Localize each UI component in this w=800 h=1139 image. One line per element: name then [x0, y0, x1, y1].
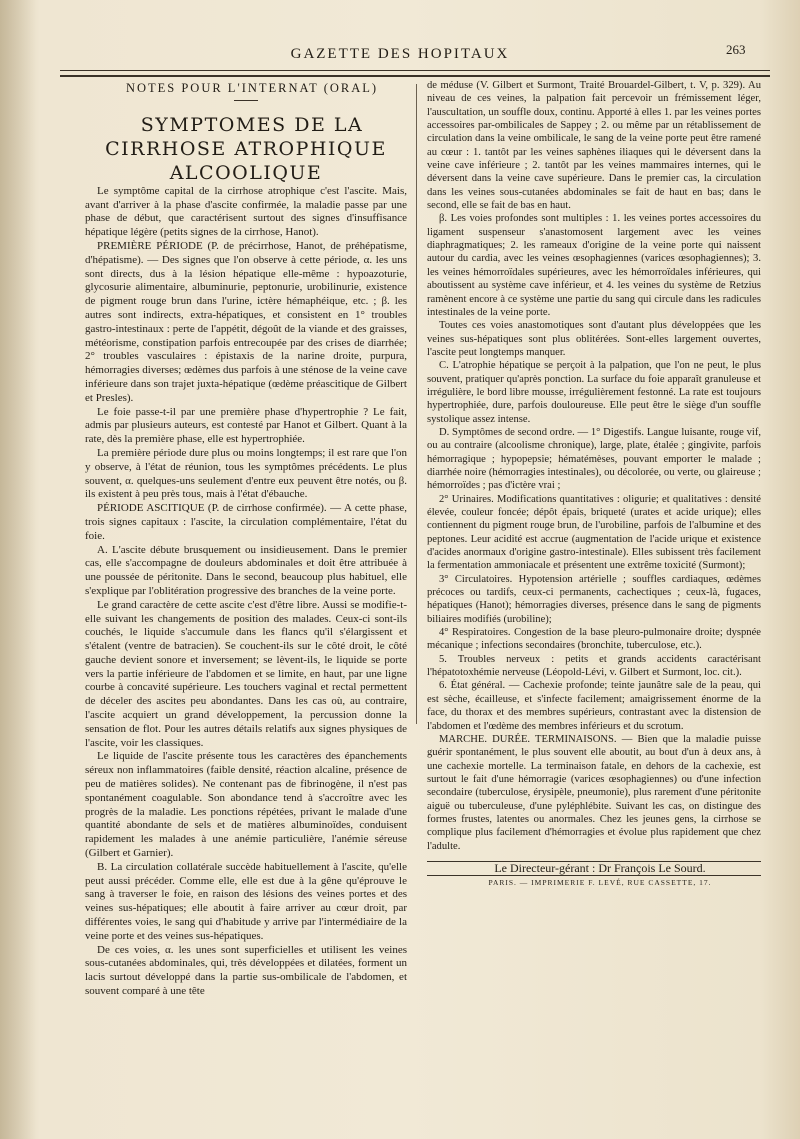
paragraph: De ces voies, α. les unes sont superficielles et utilisent les veines sous-cutanées abdominales, qui, très développées et dilatées, forment un lacis surtout développé dans la partie sus-ombilicale de l'abdomen, et souvent comparé à une tête: [85, 943, 407, 998]
running-head: GAZETTE DES HOPITAUX: [290, 46, 510, 62]
paragraph: Toutes ces voies anastomotiques sont d'autant plus développées que les veines sus-hépatiques sont plus oblitérées. Sont-elles largement ouvertes, l'ascite peut longtemps manquer.: [427, 320, 761, 358]
paragraph: MARCHE. DURÉE. TERMINAISONS. — Bien que la maladie puisse guérir spontanément, le plus souvent elle aboutit, au bout d'un à deux ans, à une cachexie mortelle. La terminaison fatale, en dehors de la cachexie, est surtout le fait d'une hémorragie (varices œsophagiennes) ou d'une infection secondaire (tuberculose, érysipèle, pneumonie), plus rarement d'une péritonite aiguë ou tuberculeuse, d'une pyléphlébite. Suivant les cas, on distingue des formes frustes, latentes ou anormales. Chez les jeunes gens, la cirrhose se complique plus facilement d'hémorragies et évolue plus rapidement que chez l'adulte.: [427, 733, 761, 852]
column-divider: [416, 84, 417, 724]
paragraph: 4° Respiratoires. Congestion de la base pleuro-pulmonaire droite; dyspnée mécanique ; infections secondaires (bronchite, tuberculose, etc.).: [427, 627, 761, 652]
paragraph: 2° Urinaires. Modifications quantitatives : oligurie; et qualitatives : densité élevée, couleur foncée; dépôt épais, briqueté (urates et acide urique); elles contiennent du pigment rouge brun, de l'urobiline, parfois de l'albumine et des peptones. Leur acidité est accrue (augmentation de l'acide urique et existence d'acides anormaux d'origine gastro-intestinale). Elles subissent très facilement la fermentation ammoniacale et présentent une extrême toxicité (Surmont);: [427, 493, 761, 572]
paragraph: La première période dure plus ou moins longtemps; il est rare que l'on y observe, à l'état de réunion, tous les symptômes précédents. Le plus souvent, α. quelques-uns seulement d'entre eux peuvent être notés, ou β. ils existent à peu près tous, mais à l'état d'ébauche.: [85, 446, 407, 501]
paragraph: Le symptôme capital de la cirrhose atrophique c'est l'ascite. Mais, avant d'arriver à la phase d'ascite confirmée, la maladie passe par une phase de début, que caractérisent surtout des signes d'insuffisance hépatique légère (petits signes de la cirrhose, Hanot).: [85, 184, 407, 239]
article-title: SYMPTOMES DE LA CIRRHOSE ATROPHIQUE ALCOOLIQUE: [105, 113, 387, 184]
paragraph: Le grand caractère de cette ascite c'est d'être libre. Aussi se modifie-t-elle suivant les changements de position des malades. Ceux-ci sont-ils couchés, le liquide s'accumule dans les flancs qu'il s'élargissent et s'étalent (ventre de batracien). Se couchent-ils sur le côté droit, le côté gauche devient sonore et inversement; se lèvent-ils, le liquide se porte vers la partie inférieure de l'abdomen et se limite, en haut, par une ligne courbe à concavité supérieure. Les touchers vaginal et rectal permettent de déceler des ascites peu abondantes. Dans les cas où, au contraire, l'ascite acquiert un grand développement, la percussion donne la sensation de flot. Pour les autres détails relatifs aux signes physiques de l'ascite, voir les classiques.: [85, 598, 407, 749]
paragraph: β. Les voies profondes sont multiples : 1. les veines portes accessoires du ligament suspenseur s'anastomosent largement avec les veines diaphragmatiques; 2. les rameaux d'origine de la veine porte qui naissent autour du cardia, avec les veines œsophagiennes (varices œsophagiennes); 3. les veines hémorroïdales supérieures, avec les hémorroïdales inférieures, qui aboutissent au système cave inférieur, et 4. les veines du système de Retzius ramènent encore à ce système une partie du sang qui circule dans les radicules intestinales de la veine porte.: [427, 213, 761, 318]
header-rule-thick: [60, 75, 770, 77]
paragraph: PÉRIODE ASCITIQUE (P. de cirrhose confirmée). — A cette phase, trois signes capitaux : l'ascite, la circulation complémentaire, l'état du foie.: [85, 502, 407, 542]
page-number: 263: [726, 42, 746, 57]
paragraph: 6. État général. — Cachexie profonde; teinte jaunâtre sale de la peau, qui est sèche, écailleuse, et s'infecte facilement; amaigrissement énorme de la face, du thorax et des membres supérieurs, contrastant avec la distension de l'abdomen et l'œdème des membres inférieurs et du scrotum.: [427, 680, 761, 732]
printer-imprint: PARIS. — IMPRIMERIE F. LEVÉ, RUE CASSETTE, 17.: [488, 878, 712, 888]
paragraph: C. L'atrophie hépatique se perçoit à la palpation, que l'on ne peut, le plus souvent, pratiquer qu'après ponction. La surface du foie apparaît granuleuse et irrégulière, le bord libre mousse, irrégulièrement festonné. La rate est toujours hypertrophiée, dure, parfois douloureuse. Elle peut être le siège d'un souffle systolique assez intense.: [427, 360, 761, 425]
paragraph: D. Symptômes de second ordre. — 1° Digestifs. Langue luisante, rouge vif, ou au contraire (alcoolisme chronique), large, plate, étalée ; gingivite, parfois hémorragique ; hypopepsie; hématémèses, pouvant emporter le malade ; diarrhée noire (hémorragies intestinales), ou décolorée, ou verte, ou glaireuse ; hémorroïdes ; pas d'ictère vrai ;: [427, 426, 761, 492]
paragraph: 5. Troubles nerveux : petits et grands accidents caractérisant l'hépatotoxhémie nerveuse (Léopold-Lévi, v. Gilbert et Surmont, loc. cit.).: [427, 653, 761, 679]
left-column: [85, 82, 407, 999]
page-shadow: [0, 0, 36, 1139]
paragraph: Le liquide de l'ascite présente tous les caractères des épanchements séreux non inflammatoires (faible densité, réaction alcaline, présence de peu de matières solides). Ne contenant pas de fibrinogène, il n'est pas spontanément coagulable. Son abondance tend à s'accroître avec les progrès de la maladie. Les ponctions répétées, privant le malade d'une quantité abondante de sels et de matières albuminoïdes, conduisent rapidement les malades à une anémie particulière, l'anémie séreuse (Gilbert et Garnier).: [85, 750, 407, 860]
paragraph: B. La circulation collatérale succède habituellement à l'ascite, qu'elle peut aussi précéder. Comme elle, elle est due à la gêne qu'éprouve le sang à traverser le foie, en raison des lésions des veines portes et des veines sus-hépatiques; elle aboutit à faire arriver au cœur droit, par différentes voies, le sang qui d'habitude y arrive par l'intermédiaire de la veine porte et des veines sus-hépatiques.: [85, 860, 407, 942]
paragraph: A. L'ascite débute brusquement ou insidieusement. Dans le premier cas, elle s'accompagne de douleurs abdominales et doit être attribuée à une poussée de péritonite. Dans le second, beaucoup plus habituel, elle s'explique par l'oblitération progressive des branches de la veine porte.: [85, 543, 407, 597]
section-heading: NOTES POUR L'INTERNAT (ORAL): [125, 81, 379, 95]
right-column: [427, 79, 761, 890]
paragraph: PREMIÈRE PÉRIODE (P. de précirrhose, Hanot, de préhépatisme, d'hépatisme). — Des signes que l'on observe à cette période, α. les uns sont directs, dus à la lésion hépatique elle-même : hypoazoturie, glycosurie alimentaire, albuminurie, peptonurie, urobilinurie, existence de pigment rouge brun dans l'urine, ictère hémaphéique, etc. ; β. les autres sont indirects, extra-hépatiques, et consistent en 1° troubles gastro-intestinaux : perte de l'appétit, dégoût de la viande et des graisses, météorisme, constipation parfois entrecoupée par des crises de diarrhée; 2° troubles vasculaires : épistaxis de la narine droite, purpura, hémorragies diverses; œdèmes dus parfois à une sténose de la veine cave inférieure dans son trajet juxta-hépatique (œdème préascitique de Gilbert et Presles).: [85, 239, 407, 404]
paragraph: de méduse (V. Gilbert et Surmont, Traité Brouardel-Gilbert, t. V, p. 329). Au niveau de ces veines, la palpation fait percevoir un frémissement léger, l'auscultation, un souffle doux, continu. Apporté à elles 1. par les veines portes accessoires par-ombilicales de Sappey ; 2. ou même par un rétablissement de circulation dans la veine ombilicale, le sang de la veine porte peut être ramené au cœur : 1. tantôt par les veines saphènes iliaques qui le déversent dans la veine cave inférieure ; 2. tantôt par les veines mammaires internes, qui le déversent dans la veine cave supérieure. Dans le premier cas, la circulation dans les veines sous-cutanées abdominales se fait de haut en bas; dans le second, elle se fait de bas en haut.: [427, 80, 761, 212]
editor-signature: Le Directeur-gérant : Dr François Le Sourd.: [494, 860, 706, 875]
paragraph: 3° Circulatoires. Hypotension artérielle ; souffles cardiaques, œdèmes précoces ou tardifs, ceux-ci permanents, cachectiques ; ceux-là, fugaces, hépatiques (Hanot); hémorragies diverses, présence dans le sang de pigments biliaires modifiés (urobiline);: [427, 573, 761, 625]
paragraph: Le foie passe-t-il par une première phase d'hypertrophie ? Le fait, admis par plusieurs auteurs, est contesté par Hanot et Gilbert. Quant à la rate, dès la première phase, elle est hypertrophiée.: [85, 405, 407, 446]
header-rule: [60, 70, 770, 71]
title-rule: [234, 100, 258, 101]
